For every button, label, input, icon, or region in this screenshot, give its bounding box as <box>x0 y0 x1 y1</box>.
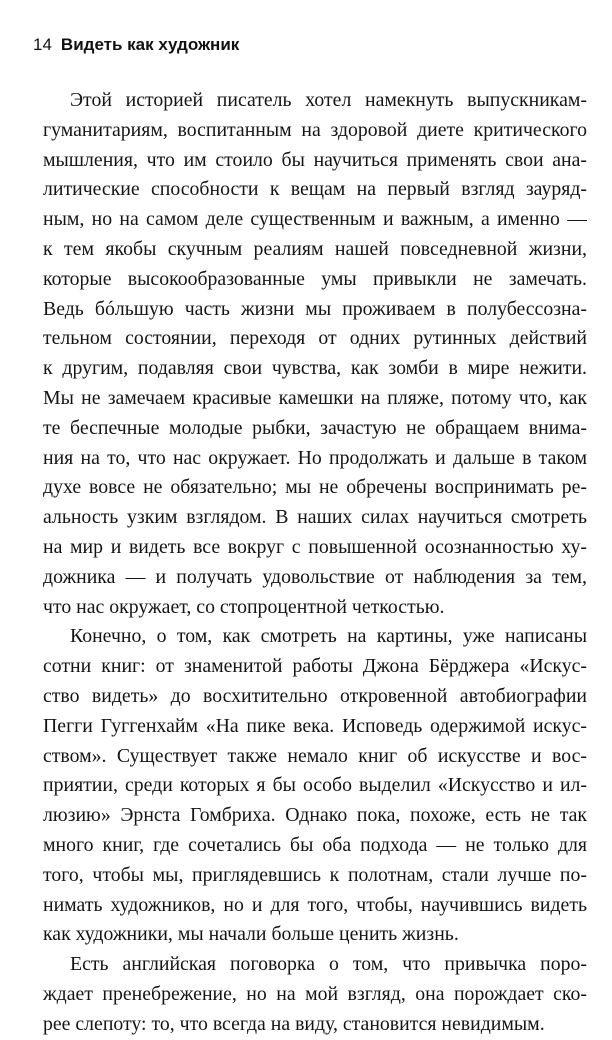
text-line: духе вовсе не обязательно; мы не обречены воспринимать ре- <box>43 476 587 499</box>
text-line: ния на то, что нас окружает. Но продолжать и дальше в таком <box>43 446 587 469</box>
text-line: гуманитариям, воспитанным на здоровой диете критического <box>43 118 587 141</box>
text-line: те беспечные молодые рыбки, зачастую не обращаем внима- <box>43 416 587 439</box>
text-line: которые высокообразованные умы привыкли не замечать. <box>43 267 587 290</box>
paragraph <box>43 950 587 1039</box>
text-line: мышления, что им стоило бы научиться применять свои ана- <box>43 148 587 171</box>
text-line: на мир и видеть все вокруг с повышенной осознанностью ху- <box>43 535 587 558</box>
text-line: что нас окружает, со стопроцентной четкостью. <box>43 595 445 618</box>
text-line: рее слепоту: то, что всегда на виду, становится невидимым. <box>43 1012 545 1035</box>
body-text <box>43 86 587 1040</box>
text-line: сотни книг: от знаменитой работы Джона Бёрджера «Искус- <box>43 655 587 678</box>
text-line: дожника — и получать удовольствие от наблюдения за тем, <box>43 565 587 588</box>
text-line: к тем якобы скучным реалиям нашей повседневной жизни, <box>43 237 587 260</box>
running-head <box>33 34 239 56</box>
text-line: Конечно, о том, как смотреть на картины, уже написаны <box>70 625 587 648</box>
text-line: ным, но на самом деле существенным и важным, а именно — <box>43 208 587 231</box>
text-line: Пегги Гуггенхайм «На пике века. Исповедь одержимой искус- <box>43 714 587 737</box>
text-line: Ведь бóльшую часть жизни мы проживаем в полубессозна- <box>43 297 587 320</box>
text-line: того, чтобы мы, приглядевшись к полотнам, стали лучше по- <box>43 863 587 886</box>
text-line: Мы не замечаем красивые камешки на пляже, потому что, как <box>43 386 587 409</box>
text-line: тельном состоянии, переходя от одних рутинных действий <box>43 327 587 350</box>
paragraph <box>43 86 587 622</box>
page-number: 14 <box>33 35 52 54</box>
text-line: Этой историей писатель хотел намекнуть выпускникам- <box>70 89 587 111</box>
book-title: Видеть как художник <box>60 35 240 54</box>
text-line: приятии, среди которых я бы особо выделил «Искусство и ил- <box>43 774 587 797</box>
text-line: как художники, мы начали больше ценить жизнь. <box>43 923 459 946</box>
text-line: много книг, где сочетались бы оба подхода — не только для <box>43 833 587 856</box>
paragraph <box>43 622 587 950</box>
text-line: ством». Существует также немало книг об искусстве и вос- <box>43 744 587 767</box>
text-line: к другим, подавляя свои чувства, как зомби в мире нежити. <box>43 357 587 380</box>
text-line: нимать художников, но и для того, чтобы, научившись видеть <box>43 893 587 916</box>
text-line: литические способности к вещам на первый взгляд зауряд- <box>43 178 587 201</box>
text-line: Есть английская поговорка о том, что привычка порo- <box>70 953 587 976</box>
text-line: ство видеть» до восхитительно откровенной автобиографии <box>43 684 587 707</box>
text-line: альность узким взглядом. В наших силах научиться смотреть <box>43 506 587 529</box>
text-line: люзию» Эрнста Гомбриха. Однако пока, похоже, есть не так <box>43 804 587 827</box>
text-line: ждает пренебрежение, но на мой взгляд, она порождает ско- <box>43 982 587 1005</box>
